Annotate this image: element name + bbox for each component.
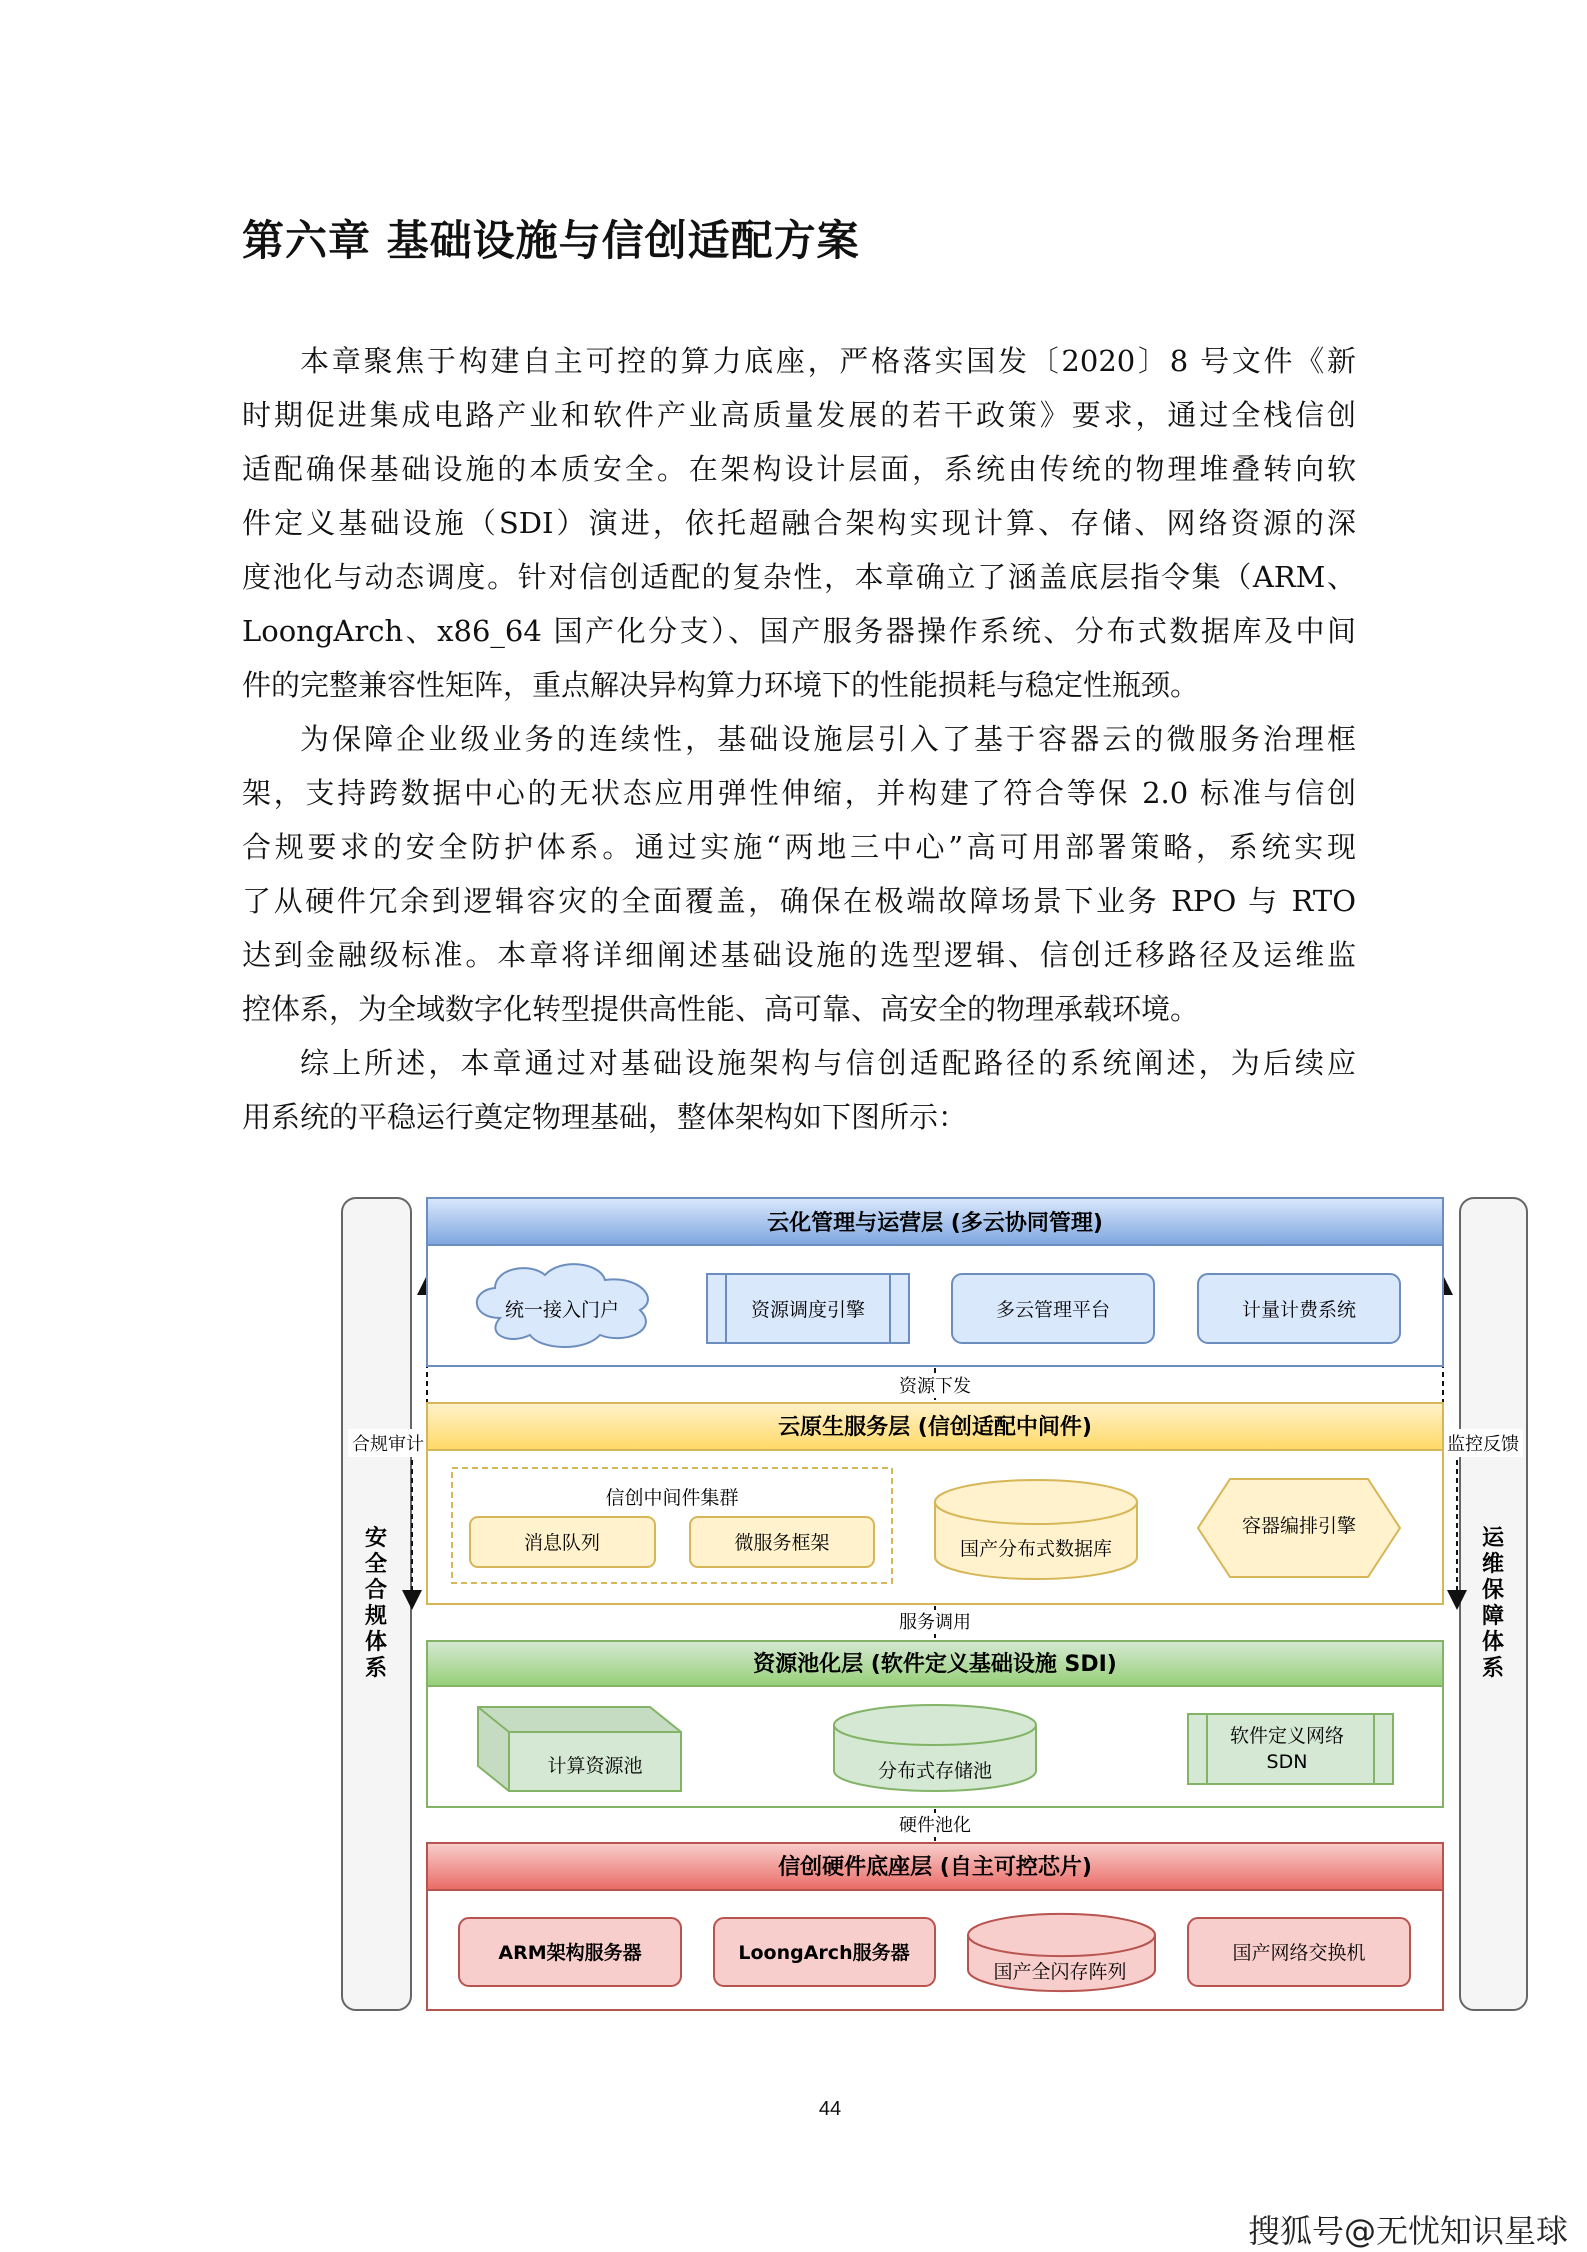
layer-cloud-management [427, 1198, 1443, 1366]
paragraph-line: 架，支持跨数据中心的无状态应用弹性伸缩，并构建了符合等保 2.0 标准与信创 [242, 776, 1356, 810]
item-distributed-storage: 分布式存储池 [877, 1760, 993, 1782]
right-pillar-label: 运维保障体系 [1481, 1526, 1505, 1681]
item-container-orchestration: 容器编排引擎 [1241, 1515, 1357, 1537]
item-multicloud-platform: 多云管理平台 [995, 1299, 1111, 1321]
layer-title: 信创硬件底座层 (自主可控芯片) [778, 1855, 1092, 1880]
layer-title: 资源池化层 (软件定义基础设施 SDI) [753, 1652, 1117, 1677]
left-arrow-label: 合规审计 [352, 1434, 424, 1455]
layer-title: 云原生服务层 (信创适配中间件) [778, 1415, 1092, 1440]
connector-label: 硬件池化 [899, 1815, 971, 1836]
item-loongarch-server: LoongArch服务器 [738, 1942, 910, 1964]
layer-hardware-base [427, 1843, 1443, 2010]
layer-cloud-native [427, 1403, 1443, 1604]
chapter-title: 第六章 基础设施与信创适配方案 [242, 216, 860, 265]
item-sdn-abbr: SDN [1266, 1751, 1308, 1773]
item-compute-pool: 计算资源池 [547, 1755, 643, 1777]
paragraph-line: 合规要求的安全防护体系。通过实施“两地三中心”高可用部署策略，系统实现 [242, 830, 1356, 864]
connector-label: 资源下发 [899, 1376, 971, 1397]
paragraph-line: LoongArch、x86_64 国产化分支）、国产服务器操作系统、分布式数据库及中间 [242, 614, 1356, 648]
paragraph-line: 综上所述，本章通过对基础设施架构与信创适配路径的系统阐述，为后续应 [300, 1046, 1356, 1080]
paragraph-line: 件的完整兼容性矩阵，重点解决异构算力环境下的性能损耗与稳定性瓶颈。 [242, 668, 1200, 702]
item-distributed-database: 国产分布式数据库 [959, 1538, 1113, 1560]
paragraph-line: 度池化与动态调度。针对信创适配的复杂性，本章确立了涵盖底层指令集（ARM、 [242, 560, 1356, 594]
left-pillar-label: 安全合规体系 [364, 1526, 388, 1681]
item-unified-portal: 统一接入门户 [504, 1299, 620, 1321]
database-cylinder-icon [935, 1480, 1137, 1579]
item-sdn: 软件定义网络 [1229, 1725, 1345, 1747]
item-billing-system: 计量计费系统 [1241, 1299, 1357, 1321]
item-flash-array: 国产全闪存阵列 [993, 1961, 1127, 1983]
paragraph-line: 本章聚焦于构建自主可控的算力底座，严格落实国发〔2020〕8 号文件《新 [300, 344, 1356, 378]
paragraph-line: 适配确保基础设施的本质安全。在架构设计层面，系统由传统的物理堆叠转向软 [242, 452, 1356, 486]
right-arrow-label: 监控反馈 [1447, 1434, 1519, 1455]
paragraph-line: 为保障企业级业务的连续性，基础设施层引入了基于容器云的微服务治理框 [300, 722, 1356, 756]
paragraph-line: 件定义基础设施（SDI）演进，依托超融合架构实现计算、存储、网络资源的深 [242, 506, 1356, 540]
paragraph-line: 控体系，为全域数字化转型提供高性能、高可靠、高安全的物理承载环境。 [242, 992, 1200, 1026]
layer-resource-pooling [427, 1641, 1443, 1807]
group-label: 信创中间件集群 [605, 1487, 739, 1509]
item-network-switch: 国产网络交换机 [1232, 1942, 1366, 1964]
paragraph-line: 了从硬件冗余到逻辑容灾的全面覆盖，确保在极端故障场景下业务 RPO 与 RTO [242, 884, 1356, 918]
paragraph-line: 达到金融级标准。本章将详细阐述基础设施的选型逻辑、信创迁移路径及运维监 [242, 938, 1356, 972]
item-arm-server: ARM架构服务器 [498, 1942, 642, 1964]
connector-label: 服务调用 [899, 1612, 971, 1633]
paragraph-line: 时期促进集成电路产业和软件产业高质量发展的若干政策》要求，通过全栈信创 [242, 398, 1356, 432]
item-resource-scheduler: 资源调度引擎 [750, 1299, 866, 1321]
source-credit: 搜狐号@无忧知识星球 [1248, 2212, 1569, 2250]
paragraph-line: 用系统的平稳运行奠定物理基础，整体架构如下图所示： [242, 1100, 968, 1134]
page-number: 44 [818, 2098, 842, 2120]
item-microservice-framework: 微服务框架 [734, 1532, 830, 1554]
layer-title: 云化管理与运营层 (多云协同管理) [767, 1211, 1103, 1236]
item-message-queue: 消息队列 [523, 1532, 601, 1554]
